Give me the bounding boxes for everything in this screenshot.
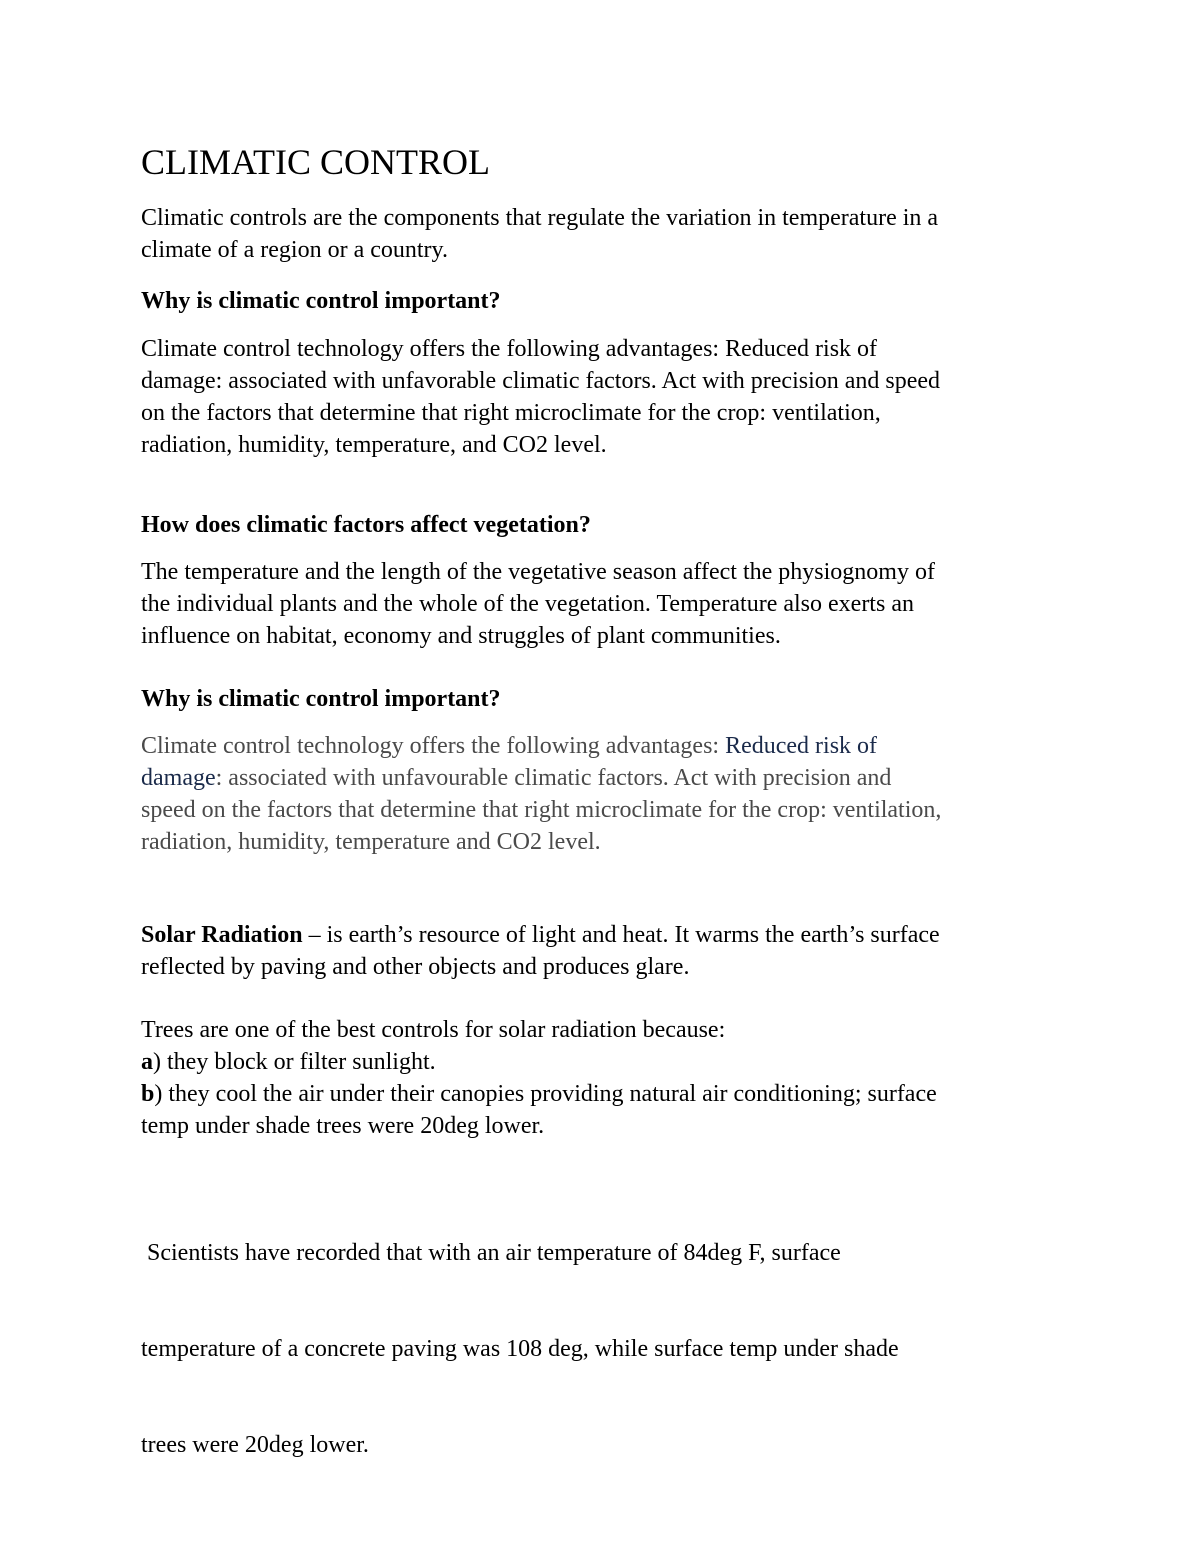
paragraph-text: : associated with unfavourable climatic factors. Act with precision and	[215, 765, 892, 791]
paragraph-line: damage: associated with unfavorable climatic factors. Act with precision and speed	[141, 368, 941, 394]
paragraph-line: Trees are one of the best controls for solar radiation because:	[141, 1017, 726, 1043]
intro-paragraph	[141, 202, 1071, 266]
paragraph-line: on the factors that determine that right microclimate for the crop: ventilation,	[141, 400, 881, 426]
paragraph-line: radiation, humidity, temperature, and CO2 level.	[141, 432, 607, 458]
list-marker: a	[141, 1049, 153, 1075]
paragraph-line: trees were 20deg lower.	[141, 1432, 369, 1458]
paragraph-line: Climate control technology offers the following advantages: Reduced risk of	[141, 336, 878, 362]
list-text: ) they cool the air under their canopies providing natural air conditioning; surface	[154, 1081, 937, 1107]
paragraph-line: Scientists have recorded that with an air temperature of 84deg F, surface	[141, 1240, 841, 1266]
paragraph-line	[141, 762, 1071, 794]
list-item-a	[141, 1046, 1071, 1078]
intro-line: Climatic controls are the components that regulate the variation in temperature in a	[141, 205, 939, 231]
highlight-text: damage	[141, 765, 216, 791]
section-heading-importance-repeat: Why is climatic control important?	[141, 686, 501, 712]
scientists-paragraph	[141, 1173, 1071, 1525]
paragraph-line: reflected by paving and other objects and produces glare.	[141, 954, 690, 980]
paragraph-line: The temperature and the length of the vegetative season affect the physiognomy of	[141, 559, 935, 585]
solar-radiation-term: Solar Radiation	[141, 922, 303, 948]
solar-radiation-paragraph	[141, 919, 1071, 983]
list-item-b	[141, 1078, 1071, 1110]
list-marker: b	[141, 1081, 155, 1107]
paragraph-text: – is earth’s resource of light and heat. It warms the earth’s surface	[302, 922, 940, 948]
importance-paragraph	[141, 333, 1071, 461]
list-text: ) they block or filter sunlight.	[153, 1049, 436, 1075]
paragraph-line: influence on habitat, economy and struggles of plant communities.	[141, 623, 781, 649]
paragraph-line: radiation, humidity, temperature and CO2 level.	[141, 829, 601, 855]
document-title: CLIMATIC CONTROL	[141, 142, 490, 182]
paragraph-text: Climate control technology offers the following advantages:	[141, 733, 726, 759]
trees-paragraph	[141, 1014, 1071, 1142]
paragraph-line	[141, 919, 1071, 951]
paragraph-line: speed on the factors that determine that right microclimate for the crop: ventilation,	[141, 797, 942, 823]
paragraph-line	[141, 730, 1071, 762]
intro-line: climate of a region or a country.	[141, 237, 448, 263]
paragraph-line: temperature of a concrete paving was 108 deg, while surface temp under shade	[141, 1336, 899, 1362]
paragraph-line: temp under shade trees were 20deg lower.	[141, 1113, 545, 1139]
section-heading-importance: Why is climatic control important?	[141, 288, 501, 314]
importance-paragraph-repeat	[141, 730, 1071, 858]
paragraph-line: the individual plants and the whole of the vegetation. Temperature also exerts an	[141, 591, 914, 617]
highlight-text: Reduced risk of	[725, 733, 878, 759]
vegetation-paragraph	[141, 556, 1071, 652]
section-heading-vegetation: How does climatic factors affect vegetation?	[141, 512, 591, 538]
